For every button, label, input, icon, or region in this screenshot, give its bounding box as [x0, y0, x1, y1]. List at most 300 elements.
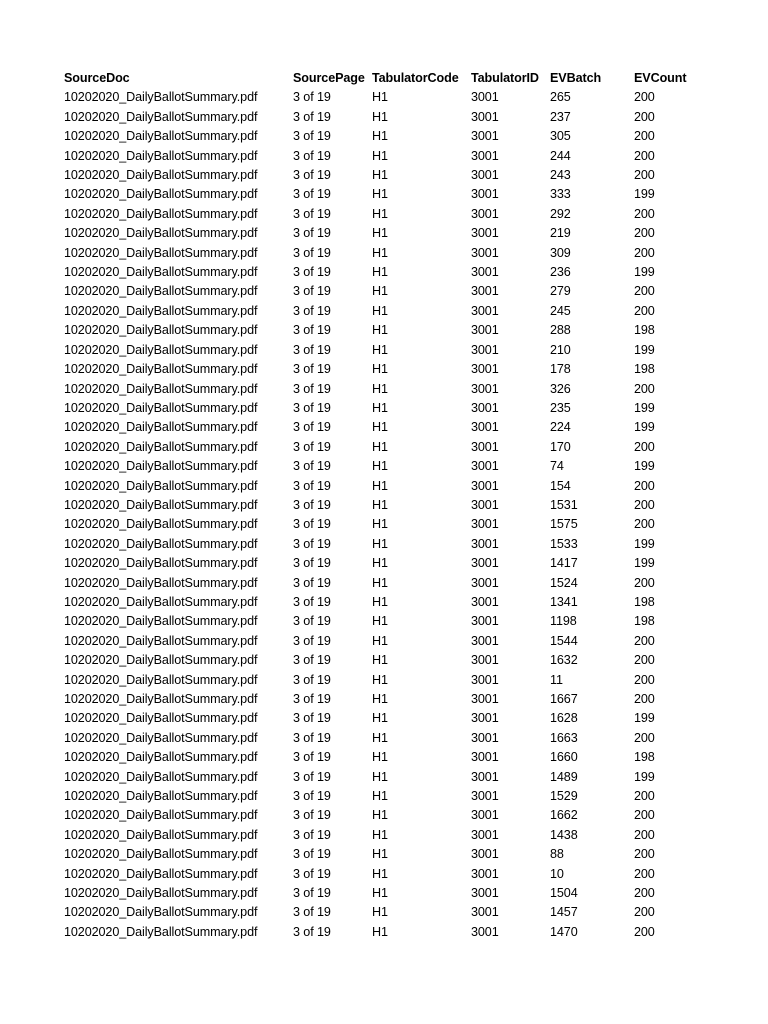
source-page-cell: 3 of 19 — [293, 730, 331, 745]
ev-count-cell: 200 — [634, 148, 655, 163]
ev-count-cell: 200 — [634, 827, 655, 842]
table-row — [64, 496, 714, 515]
tabulator-code-cell: H1 — [372, 556, 388, 571]
ev-batch-cell: 1660 — [550, 750, 578, 765]
source-doc-cell: 10202020_DailyBallotSummary.pdf — [64, 497, 258, 512]
source-page-cell: 3 of 19 — [293, 90, 331, 105]
ev-batch-cell: 170 — [550, 439, 571, 454]
source-page-cell: 3 of 19 — [293, 323, 331, 338]
tabulator-id-cell: 3001 — [471, 594, 499, 609]
ev-count-cell: 200 — [634, 730, 655, 745]
source-page-cell: 3 of 19 — [293, 633, 331, 648]
ev-batch-cell: 1628 — [550, 711, 578, 726]
tabulator-code-cell: H1 — [372, 90, 388, 105]
tabulator-id-cell: 3001 — [471, 245, 499, 260]
ev-count-cell: 200 — [634, 303, 655, 318]
ev-count-cell: 200 — [634, 168, 655, 183]
source-doc-cell: 10202020_DailyBallotSummary.pdf — [64, 536, 258, 551]
ev-count-cell: 200 — [634, 847, 655, 862]
source-page-cell: 3 of 19 — [293, 517, 331, 532]
table-row — [64, 865, 714, 884]
source-page-cell: 3 of 19 — [293, 226, 331, 241]
tabulator-code-cell: H1 — [372, 323, 388, 338]
source-page-cell: 3 of 19 — [293, 284, 331, 299]
ev-batch-cell: 1662 — [550, 808, 578, 823]
source-page-cell: 3 of 19 — [293, 827, 331, 842]
source-page-cell: 3 of 19 — [293, 711, 331, 726]
source-doc-cell: 10202020_DailyBallotSummary.pdf — [64, 90, 258, 105]
source-doc-cell: 10202020_DailyBallotSummary.pdf — [64, 866, 258, 881]
source-doc-cell: 10202020_DailyBallotSummary.pdf — [64, 459, 258, 474]
header-source-page: SourcePage — [293, 71, 365, 85]
source-doc-cell: 10202020_DailyBallotSummary.pdf — [64, 827, 258, 842]
source-doc-cell: 10202020_DailyBallotSummary.pdf — [64, 362, 258, 377]
table-row — [64, 321, 714, 340]
ev-batch-cell: 235 — [550, 400, 571, 415]
source-doc-cell: 10202020_DailyBallotSummary.pdf — [64, 284, 258, 299]
ev-batch-cell: 279 — [550, 284, 571, 299]
source-doc-cell: 10202020_DailyBallotSummary.pdf — [64, 226, 258, 241]
tabulator-id-cell: 3001 — [471, 206, 499, 221]
tabulator-id-cell: 3001 — [471, 517, 499, 532]
ev-batch-cell: 154 — [550, 478, 571, 493]
tabulator-id-cell: 3001 — [471, 536, 499, 551]
source-doc-cell: 10202020_DailyBallotSummary.pdf — [64, 672, 258, 687]
tabulator-id-cell: 3001 — [471, 478, 499, 493]
tabulator-code-cell: H1 — [372, 400, 388, 415]
ev-batch-cell: 11 — [550, 672, 563, 687]
ev-batch-cell: 1457 — [550, 905, 578, 920]
ev-batch-cell: 74 — [550, 459, 564, 474]
source-page-cell: 3 of 19 — [293, 265, 331, 280]
ev-batch-cell: 1533 — [550, 536, 578, 551]
tabulator-id-cell: 3001 — [471, 808, 499, 823]
tabulator-code-cell: H1 — [372, 924, 388, 939]
source-doc-cell: 10202020_DailyBallotSummary.pdf — [64, 109, 258, 124]
table-row — [64, 845, 714, 864]
table-row — [64, 127, 714, 146]
ev-count-cell: 200 — [634, 439, 655, 454]
source-page-cell: 3 of 19 — [293, 362, 331, 377]
table-row — [64, 535, 714, 554]
tabulator-id-cell: 3001 — [471, 109, 499, 124]
table-row — [64, 263, 714, 282]
tabulator-id-cell: 3001 — [471, 90, 499, 105]
table-row — [64, 88, 714, 107]
ev-count-cell: 200 — [634, 129, 655, 144]
source-doc-cell: 10202020_DailyBallotSummary.pdf — [64, 439, 258, 454]
table-row — [64, 903, 714, 922]
ev-count-cell: 200 — [634, 90, 655, 105]
source-page-cell: 3 of 19 — [293, 439, 331, 454]
source-page-cell: 3 of 19 — [293, 245, 331, 260]
ev-count-cell: 200 — [634, 517, 655, 532]
ev-count-cell: 198 — [634, 750, 655, 765]
table-row — [64, 438, 714, 457]
header-row — [64, 69, 714, 88]
ev-count-cell: 200 — [634, 206, 655, 221]
tabulator-code-cell: H1 — [372, 109, 388, 124]
table-row — [64, 690, 714, 709]
tabulator-id-cell: 3001 — [471, 497, 499, 512]
tabulator-id-cell: 3001 — [471, 284, 499, 299]
tabulator-code-cell: H1 — [372, 905, 388, 920]
tabulator-id-cell: 3001 — [471, 400, 499, 415]
table-row — [64, 787, 714, 806]
ev-count-cell: 200 — [634, 672, 655, 687]
ev-count-cell: 200 — [634, 692, 655, 706]
source-doc-cell: 10202020_DailyBallotSummary.pdf — [64, 730, 258, 745]
ev-batch-cell: 1504 — [550, 886, 578, 901]
table-row — [64, 185, 714, 204]
ev-batch-cell: 1575 — [550, 517, 578, 532]
table-row — [64, 593, 714, 612]
ev-count-cell: 198 — [634, 362, 655, 377]
table-row — [64, 360, 714, 379]
source-doc-cell: 10202020_DailyBallotSummary.pdf — [64, 478, 258, 493]
source-page-cell: 3 of 19 — [293, 575, 331, 590]
source-page-cell: 3 of 19 — [293, 206, 331, 221]
tabulator-code-cell: H1 — [372, 730, 388, 745]
source-page-cell: 3 of 19 — [293, 420, 331, 435]
tabulator-code-cell: H1 — [372, 789, 388, 804]
ev-batch-cell: 288 — [550, 323, 571, 338]
ev-count-cell: 200 — [634, 789, 655, 804]
tabulator-code-cell: H1 — [372, 847, 388, 862]
source-doc-cell: 10202020_DailyBallotSummary.pdf — [64, 168, 258, 183]
ev-batch-cell: 1417 — [550, 556, 578, 571]
table-row — [64, 399, 714, 418]
source-doc-cell: 10202020_DailyBallotSummary.pdf — [64, 769, 258, 784]
tabulator-id-cell: 3001 — [471, 148, 499, 163]
tabulator-code-cell: H1 — [372, 284, 388, 299]
ev-count-cell: 200 — [634, 808, 655, 823]
source-page-cell: 3 of 19 — [293, 342, 331, 357]
tabulator-code-cell: H1 — [372, 381, 388, 396]
source-doc-cell: 10202020_DailyBallotSummary.pdf — [64, 847, 258, 862]
tabulator-code-cell: H1 — [372, 827, 388, 842]
ballot-summary-sheet — [0, 69, 768, 942]
tabulator-code-cell: H1 — [372, 129, 388, 144]
header-ev-count: EVCount — [634, 71, 687, 85]
ev-batch-cell: 1531 — [550, 497, 578, 512]
tabulator-code-cell: H1 — [372, 459, 388, 474]
tabulator-code-cell: H1 — [372, 187, 388, 202]
ev-count-cell: 199 — [634, 187, 655, 202]
tabulator-code-cell: H1 — [372, 245, 388, 260]
ev-batch-cell: 219 — [550, 226, 571, 241]
table-row — [64, 923, 714, 942]
table-row — [64, 477, 714, 496]
tabulator-code-cell: H1 — [372, 769, 388, 784]
tabulator-id-cell: 3001 — [471, 614, 499, 629]
source-doc-cell: 10202020_DailyBallotSummary.pdf — [64, 886, 258, 901]
tabulator-code-cell: H1 — [372, 478, 388, 493]
table-row — [64, 282, 714, 301]
ev-count-cell: 199 — [634, 400, 655, 415]
source-doc-cell: 10202020_DailyBallotSummary.pdf — [64, 381, 258, 396]
table-row — [64, 515, 714, 534]
ev-batch-cell: 178 — [550, 362, 571, 377]
ev-count-cell: 199 — [634, 556, 655, 571]
tabulator-id-cell: 3001 — [471, 265, 499, 280]
ev-batch-cell: 1489 — [550, 769, 578, 784]
tabulator-id-cell: 3001 — [471, 459, 499, 474]
source-doc-cell: 10202020_DailyBallotSummary.pdf — [64, 905, 258, 920]
source-doc-cell: 10202020_DailyBallotSummary.pdf — [64, 245, 258, 260]
tabulator-code-cell: H1 — [372, 711, 388, 726]
tabulator-id-cell: 3001 — [471, 342, 499, 357]
ev-batch-cell: 224 — [550, 420, 571, 435]
ev-batch-cell: 1198 — [550, 614, 577, 629]
ev-count-cell: 199 — [634, 536, 655, 551]
source-page-cell: 3 of 19 — [293, 497, 331, 512]
table-row — [64, 612, 714, 631]
header-tabulator-code: TabulatorCode — [372, 71, 459, 85]
tabulator-code-cell: H1 — [372, 886, 388, 901]
tabulator-id-cell: 3001 — [471, 633, 499, 648]
ev-batch-cell: 292 — [550, 206, 571, 221]
source-page-cell: 3 of 19 — [293, 750, 331, 765]
table-row — [64, 224, 714, 243]
tabulator-code-cell: H1 — [372, 653, 388, 668]
source-page-cell: 3 of 19 — [293, 614, 331, 629]
tabulator-code-cell: H1 — [372, 575, 388, 590]
ev-count-cell: 199 — [634, 420, 655, 435]
table-row — [64, 671, 714, 690]
ev-count-cell: 199 — [634, 711, 655, 726]
tabulator-id-cell: 3001 — [471, 711, 499, 726]
tabulator-id-cell: 3001 — [471, 439, 499, 454]
tabulator-code-cell: H1 — [372, 265, 388, 280]
tabulator-id-cell: 3001 — [471, 420, 499, 435]
tabulator-code-cell: H1 — [372, 342, 388, 357]
table-row — [64, 302, 714, 321]
tabulator-id-cell: 3001 — [471, 129, 499, 144]
ev-batch-cell: 243 — [550, 168, 571, 183]
ev-batch-cell: 305 — [550, 129, 571, 144]
ev-count-cell: 200 — [634, 226, 655, 241]
tabulator-id-cell: 3001 — [471, 750, 499, 765]
source-doc-cell: 10202020_DailyBallotSummary.pdf — [64, 303, 258, 318]
table-row — [64, 748, 714, 767]
ev-batch-cell: 1632 — [550, 653, 578, 668]
source-doc-cell: 10202020_DailyBallotSummary.pdf — [64, 400, 258, 415]
table-row — [64, 108, 714, 127]
ev-count-cell: 198 — [634, 323, 655, 338]
source-doc-cell: 10202020_DailyBallotSummary.pdf — [64, 789, 258, 804]
source-page-cell: 3 of 19 — [293, 187, 331, 202]
ev-batch-cell: 309 — [550, 245, 571, 260]
source-page-cell: 3 of 19 — [293, 400, 331, 415]
source-page-cell: 3 of 19 — [293, 536, 331, 551]
ev-batch-cell: 210 — [550, 342, 571, 357]
tabulator-code-cell: H1 — [372, 420, 388, 435]
table-row — [64, 729, 714, 748]
source-doc-cell: 10202020_DailyBallotSummary.pdf — [64, 323, 258, 338]
source-page-cell: 3 of 19 — [293, 808, 331, 823]
tabulator-code-cell: H1 — [372, 866, 388, 881]
ev-batch-cell: 244 — [550, 148, 571, 163]
ballot-summary-table — [64, 69, 714, 942]
source-doc-cell: 10202020_DailyBallotSummary.pdf — [64, 924, 258, 939]
source-page-cell: 3 of 19 — [293, 692, 331, 706]
source-doc-cell: 10202020_DailyBallotSummary.pdf — [64, 750, 258, 765]
source-doc-cell: 10202020_DailyBallotSummary.pdf — [64, 420, 258, 435]
tabulator-code-cell: H1 — [372, 303, 388, 318]
source-doc-cell: 10202020_DailyBallotSummary.pdf — [64, 711, 258, 726]
table-row — [64, 709, 714, 728]
source-doc-cell: 10202020_DailyBallotSummary.pdf — [64, 517, 258, 532]
tabulator-code-cell: H1 — [372, 148, 388, 163]
ev-count-cell: 200 — [634, 497, 655, 512]
table-row — [64, 205, 714, 224]
tabulator-id-cell: 3001 — [471, 789, 499, 804]
ev-count-cell: 200 — [634, 653, 655, 668]
table-row — [64, 768, 714, 787]
source-doc-cell: 10202020_DailyBallotSummary.pdf — [64, 265, 258, 280]
tabulator-id-cell: 3001 — [471, 323, 499, 338]
source-page-cell: 3 of 19 — [293, 769, 331, 784]
source-doc-cell: 10202020_DailyBallotSummary.pdf — [64, 187, 258, 202]
table-row — [64, 632, 714, 651]
ev-count-cell: 199 — [634, 769, 655, 784]
ev-batch-cell: 88 — [550, 847, 564, 862]
tabulator-id-cell: 3001 — [471, 226, 499, 241]
table-row — [64, 418, 714, 437]
tabulator-id-cell: 3001 — [471, 730, 499, 745]
table-row — [64, 147, 714, 166]
tabulator-code-cell: H1 — [372, 614, 388, 629]
table-row — [64, 826, 714, 845]
tabulator-code-cell: H1 — [372, 692, 388, 706]
source-page-cell: 3 of 19 — [293, 148, 331, 163]
source-page-cell: 3 of 19 — [293, 459, 331, 474]
source-doc-cell: 10202020_DailyBallotSummary.pdf — [64, 206, 258, 221]
tabulator-code-cell: H1 — [372, 362, 388, 377]
table-row — [64, 651, 714, 670]
ev-batch-cell: 1529 — [550, 789, 578, 804]
tabulator-id-cell: 3001 — [471, 672, 499, 687]
ev-count-cell: 200 — [634, 478, 655, 493]
tabulator-code-cell: H1 — [372, 750, 388, 765]
tabulator-id-cell: 3001 — [471, 905, 499, 920]
ev-count-cell: 200 — [634, 381, 655, 396]
ev-batch-cell: 265 — [550, 90, 571, 105]
source-page-cell: 3 of 19 — [293, 924, 331, 939]
tabulator-id-cell: 3001 — [471, 924, 499, 939]
ev-batch-cell: 1667 — [550, 692, 578, 706]
header-ev-batch: EVBatch — [550, 71, 602, 85]
source-page-cell: 3 of 19 — [293, 556, 331, 571]
ev-batch-cell: 326 — [550, 381, 571, 396]
ev-batch-cell: 245 — [550, 303, 571, 318]
tabulator-id-cell: 3001 — [471, 769, 499, 784]
ev-count-cell: 200 — [634, 886, 655, 901]
source-doc-cell: 10202020_DailyBallotSummary.pdf — [64, 653, 258, 668]
source-page-cell: 3 of 19 — [293, 905, 331, 920]
tabulator-code-cell: H1 — [372, 439, 388, 454]
source-page-cell: 3 of 19 — [293, 847, 331, 862]
source-page-cell: 3 of 19 — [293, 478, 331, 493]
source-page-cell: 3 of 19 — [293, 886, 331, 901]
ev-count-cell: 199 — [634, 342, 655, 357]
tabulator-code-cell: H1 — [372, 594, 388, 609]
source-doc-cell: 10202020_DailyBallotSummary.pdf — [64, 633, 258, 648]
source-doc-cell: 10202020_DailyBallotSummary.pdf — [64, 556, 258, 571]
ev-count-cell: 200 — [634, 924, 655, 939]
source-doc-cell: 10202020_DailyBallotSummary.pdf — [64, 614, 258, 629]
source-page-cell: 3 of 19 — [293, 672, 331, 687]
tabulator-code-cell: H1 — [372, 672, 388, 687]
ev-batch-cell: 333 — [550, 187, 571, 202]
ev-batch-cell: 1544 — [550, 633, 578, 648]
ev-count-cell: 198 — [634, 594, 655, 609]
source-doc-cell: 10202020_DailyBallotSummary.pdf — [64, 692, 258, 706]
tabulator-code-cell: H1 — [372, 633, 388, 648]
source-page-cell: 3 of 19 — [293, 789, 331, 804]
table-row — [64, 244, 714, 263]
ev-batch-cell: 1524 — [550, 575, 578, 590]
source-doc-cell: 10202020_DailyBallotSummary.pdf — [64, 342, 258, 357]
tabulator-id-cell: 3001 — [471, 575, 499, 590]
table-row — [64, 884, 714, 903]
tabulator-id-cell: 3001 — [471, 187, 499, 202]
table-row — [64, 341, 714, 360]
ev-batch-cell: 237 — [550, 109, 571, 124]
ev-count-cell: 199 — [634, 459, 655, 474]
ev-count-cell: 198 — [634, 614, 655, 629]
ev-batch-cell: 10 — [550, 866, 564, 881]
ev-count-cell: 199 — [634, 265, 655, 280]
ev-batch-cell: 1663 — [550, 730, 578, 745]
table-row — [64, 457, 714, 476]
tabulator-code-cell: H1 — [372, 497, 388, 512]
tabulator-code-cell: H1 — [372, 536, 388, 551]
source-doc-cell: 10202020_DailyBallotSummary.pdf — [64, 808, 258, 823]
table-row — [64, 554, 714, 573]
tabulator-id-cell: 3001 — [471, 847, 499, 862]
source-doc-cell: 10202020_DailyBallotSummary.pdf — [64, 594, 258, 609]
tabulator-id-cell: 3001 — [471, 168, 499, 183]
tabulator-id-cell: 3001 — [471, 866, 499, 881]
source-page-cell: 3 of 19 — [293, 866, 331, 881]
table-row — [64, 380, 714, 399]
ev-batch-cell: 236 — [550, 265, 571, 280]
ev-count-cell: 200 — [634, 284, 655, 299]
ev-count-cell: 200 — [634, 866, 655, 881]
source-page-cell: 3 of 19 — [293, 381, 331, 396]
table-row — [64, 806, 714, 825]
ev-count-cell: 200 — [634, 905, 655, 920]
tabulator-id-cell: 3001 — [471, 886, 499, 901]
source-page-cell: 3 of 19 — [293, 129, 331, 144]
ev-batch-cell: 1341 — [550, 594, 578, 609]
source-doc-cell: 10202020_DailyBallotSummary.pdf — [64, 129, 258, 144]
source-page-cell: 3 of 19 — [293, 594, 331, 609]
tabulator-id-cell: 3001 — [471, 381, 499, 396]
source-page-cell: 3 of 19 — [293, 303, 331, 318]
tabulator-id-cell: 3001 — [471, 556, 499, 571]
tabulator-id-cell: 3001 — [471, 827, 499, 842]
header-tabulator-id: TabulatorID — [471, 71, 539, 85]
ev-count-cell: 200 — [634, 245, 655, 260]
ev-batch-cell: 1470 — [550, 924, 578, 939]
header-source-doc: SourceDoc — [64, 71, 130, 85]
tabulator-id-cell: 3001 — [471, 653, 499, 668]
ev-batch-cell: 1438 — [550, 827, 578, 842]
ev-count-cell: 200 — [634, 633, 655, 648]
